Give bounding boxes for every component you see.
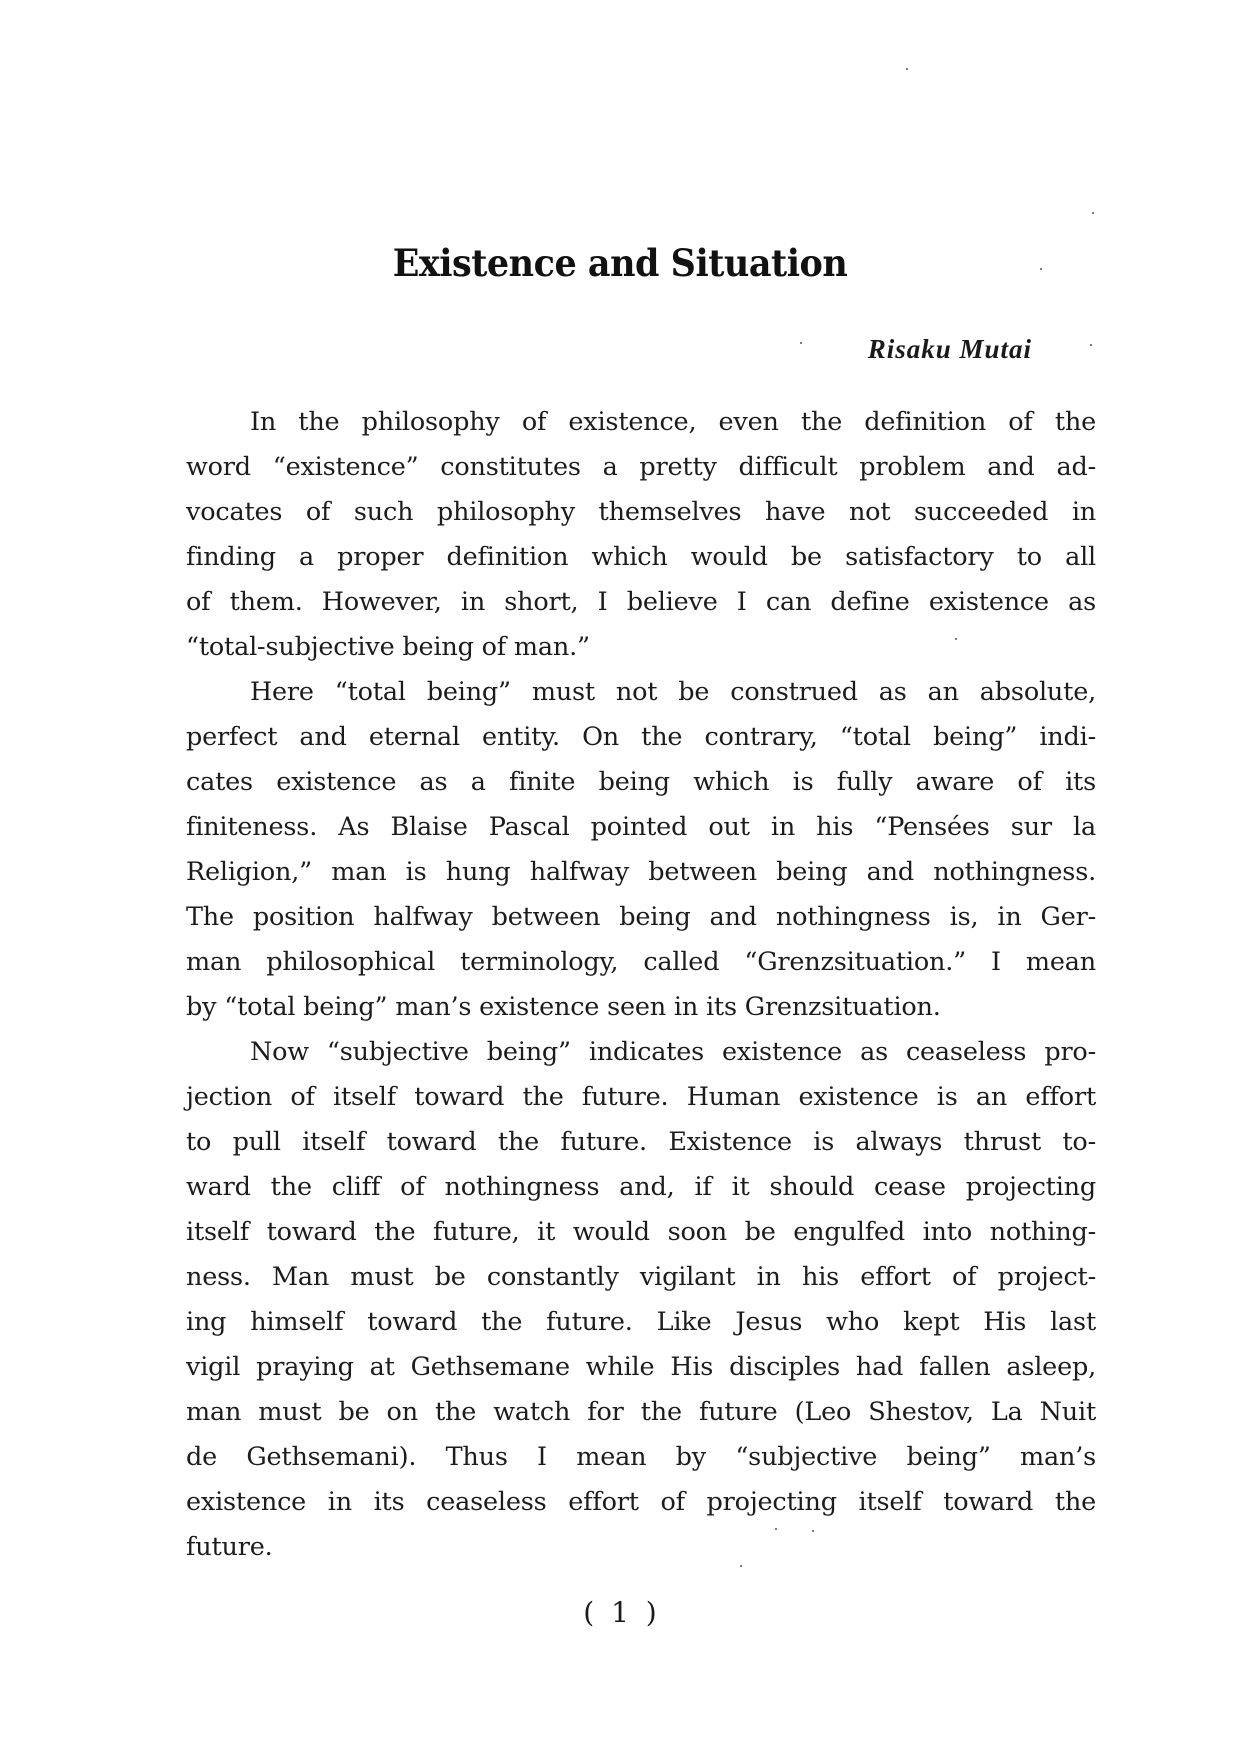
- text-line: vigil praying at Gethsemane while His disciples had fallen asleep,: [186, 1352, 1096, 1382]
- scan-speck: [800, 342, 802, 344]
- text-line: ing himself toward the future. Like Jesus who kept His last: [186, 1307, 1096, 1337]
- text-line: vocates of such philosophy themselves have not succeeded in: [186, 497, 1096, 527]
- text-line: Here “total being” must not be construed as an absolute,: [250, 677, 1096, 707]
- scan-speck: [906, 68, 908, 70]
- text-line: itself toward the future, it would soon be engulfed into nothing-: [186, 1217, 1096, 1247]
- scan-speck: [812, 1530, 814, 1532]
- scan-speck: [775, 1528, 777, 1530]
- scan-speck: [740, 1565, 742, 1567]
- text-line: finding a proper definition which would be satisfactory to all: [186, 542, 1096, 572]
- text-line: to pull itself toward the future. Existence is always thrust to-: [186, 1127, 1096, 1157]
- text-line: finiteness. As Blaise Pascal pointed out in his “Pensées sur la: [186, 812, 1096, 842]
- page-title: Existence and Situation: [392, 241, 848, 286]
- scan-speck: [955, 638, 957, 640]
- text-line: de Gethsemani). Thus I mean by “subjective being” man’s: [186, 1442, 1096, 1472]
- text-line: In the philosophy of existence, even the definition of the: [250, 407, 1096, 437]
- paragraph-1: [186, 400, 1096, 670]
- text-line: word “existence” constitutes a pretty difficult problem and ad-: [186, 452, 1096, 482]
- scan-speck: [1092, 212, 1094, 214]
- text-line: ness. Man must be constantly vigilant in his effort of project-: [186, 1262, 1096, 1292]
- paragraph-3: [186, 1030, 1096, 1570]
- text-line: “total-subjective being of man.”: [186, 632, 590, 662]
- text-line: The position halfway between being and nothingness is, in Ger-: [186, 902, 1096, 932]
- scan-speck: [1090, 344, 1092, 346]
- text-line: perfect and eternal entity. On the contrary, “total being” indi-: [186, 722, 1096, 752]
- text-line: man philosophical terminology, called “Grenzsituation.” I mean: [186, 947, 1096, 977]
- text-line: man must be on the watch for the future (Leo Shestov, La Nuit: [186, 1397, 1096, 1427]
- text-line: of them. However, in short, I believe I can define existence as: [186, 587, 1096, 617]
- text-line: Now “subjective being” indicates existence as ceaseless pro-: [250, 1037, 1096, 1067]
- article-body: [186, 400, 1096, 1570]
- scan-speck: [1040, 268, 1042, 270]
- text-line: cates existence as a finite being which is fully aware of its: [186, 767, 1096, 797]
- text-line: by “total being” man’s existence seen in its Grenzsituation.: [186, 992, 941, 1022]
- text-line: Religion,” man is hung halfway between being and nothingness.: [186, 857, 1096, 887]
- paragraph-2: [186, 670, 1096, 1030]
- text-line: ward the cliff of nothingness and, if it should cease projecting: [186, 1172, 1096, 1202]
- author-name: Risaku Mutai: [867, 334, 1032, 364]
- text-line: jection of itself toward the future. Human existence is an effort: [186, 1082, 1096, 1112]
- text-line: existence in its ceaseless effort of projecting itself toward the: [186, 1487, 1096, 1517]
- text-line: future.: [186, 1532, 273, 1562]
- page-number: ( 1 ): [583, 1596, 657, 1629]
